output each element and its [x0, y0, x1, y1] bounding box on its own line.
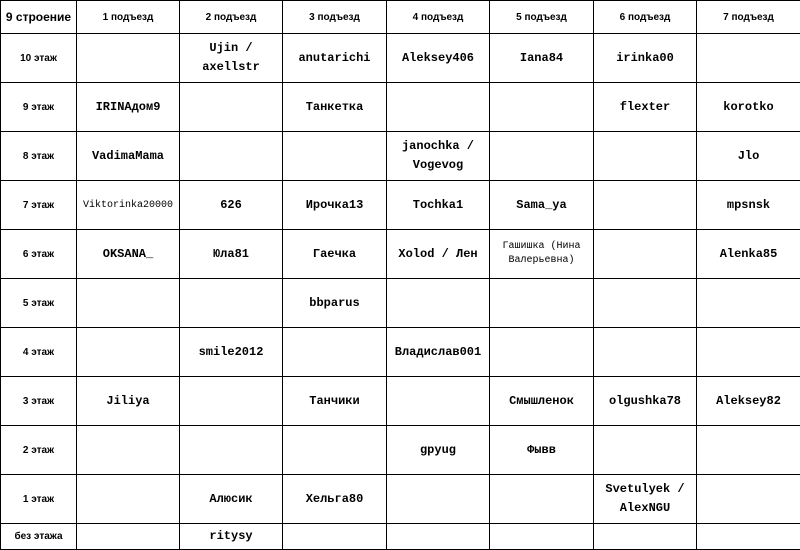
resident-cell — [594, 328, 697, 377]
table-row — [1, 34, 800, 83]
resident-cell — [283, 328, 387, 377]
floor-label: без этажа — [1, 524, 77, 550]
floor-label: 6 этаж — [1, 230, 77, 279]
floor-label: 3 этаж — [1, 377, 77, 426]
resident-cell: VadimaMama — [77, 132, 180, 181]
resident-cell: Танчики — [283, 377, 387, 426]
resident-cell — [387, 279, 490, 328]
resident-cell — [283, 132, 387, 181]
resident-cell: Sama_ya — [490, 181, 594, 230]
table-row — [1, 426, 800, 475]
resident-cell: Aleksey82 — [697, 377, 800, 426]
resident-cell — [697, 328, 800, 377]
resident-cell: bbparus — [283, 279, 387, 328]
floor-label: 5 этаж — [1, 279, 77, 328]
resident-cell: Alenka85 — [697, 230, 800, 279]
resident-cell: Tochka1 — [387, 181, 490, 230]
entrance-header: 7 подъезд — [697, 1, 800, 34]
resident-cell — [697, 524, 800, 550]
resident-cell: anutarichi — [283, 34, 387, 83]
resident-cell: Танкетка — [283, 83, 387, 132]
table-row — [1, 132, 800, 181]
resident-cell: Svetulyek / AlexNGU — [594, 475, 697, 524]
resident-cell: Xolod / Лен — [387, 230, 490, 279]
resident-cell — [77, 524, 180, 550]
resident-cell — [387, 377, 490, 426]
resident-cell: OKSANA_ — [77, 230, 180, 279]
resident-cell: Jlo — [697, 132, 800, 181]
entrance-header: 3 подъезд — [283, 1, 387, 34]
resident-cell: Iana84 — [490, 34, 594, 83]
resident-cell — [697, 279, 800, 328]
resident-cell: gpyug — [387, 426, 490, 475]
resident-cell: smile2012 — [180, 328, 283, 377]
table-row — [1, 83, 800, 132]
table-row — [1, 377, 800, 426]
table-row — [1, 230, 800, 279]
resident-cell: Ujin / axellstr — [180, 34, 283, 83]
resident-cell: olgushka78 — [594, 377, 697, 426]
resident-cell — [180, 83, 283, 132]
resident-cell — [387, 83, 490, 132]
building-label: 9 строение — [1, 1, 77, 34]
floor-label: 8 этаж — [1, 132, 77, 181]
resident-cell: Гаечка — [283, 230, 387, 279]
resident-cell — [387, 524, 490, 550]
resident-cell — [594, 132, 697, 181]
resident-cell — [490, 279, 594, 328]
resident-cell: IRINAдом9 — [77, 83, 180, 132]
resident-cell — [490, 132, 594, 181]
resident-cell — [490, 83, 594, 132]
resident-cell — [180, 279, 283, 328]
resident-cell — [180, 426, 283, 475]
resident-cell: korotko — [697, 83, 800, 132]
table-row — [1, 524, 800, 550]
entrance-header: 4 подъезд — [387, 1, 490, 34]
header-row — [1, 1, 800, 34]
resident-cell — [283, 426, 387, 475]
resident-cell — [490, 524, 594, 550]
resident-cell: Смышленок — [490, 377, 594, 426]
resident-cell: irinka00 — [594, 34, 697, 83]
resident-cell — [77, 34, 180, 83]
resident-cell — [594, 426, 697, 475]
resident-cell: janochka / Vogevog — [387, 132, 490, 181]
resident-cell — [697, 475, 800, 524]
resident-cell — [283, 524, 387, 550]
resident-cell: 626 — [180, 181, 283, 230]
resident-cell — [77, 328, 180, 377]
resident-cell: Владислав001 — [387, 328, 490, 377]
entrance-header: 2 подъезд — [180, 1, 283, 34]
resident-cell: Ирочка13 — [283, 181, 387, 230]
resident-cell: Aleksey406 — [387, 34, 490, 83]
resident-cell: flexter — [594, 83, 697, 132]
resident-cell — [594, 230, 697, 279]
resident-cell: ritysy — [180, 524, 283, 550]
table-row — [1, 328, 800, 377]
resident-cell: Viktorinka20000 — [77, 181, 180, 230]
table-row — [1, 181, 800, 230]
floor-label: 7 этаж — [1, 181, 77, 230]
entrance-header: 6 подъезд — [594, 1, 697, 34]
resident-cell — [387, 475, 490, 524]
floor-label: 4 этаж — [1, 328, 77, 377]
table-row — [1, 475, 800, 524]
resident-cell: Фывв — [490, 426, 594, 475]
resident-cell — [594, 524, 697, 550]
entrance-header: 5 подъезд — [490, 1, 594, 34]
resident-cell — [180, 132, 283, 181]
resident-cell: mpsnsk — [697, 181, 800, 230]
resident-cell: Jiliya — [77, 377, 180, 426]
resident-cell: Хельга80 — [283, 475, 387, 524]
resident-cell — [594, 181, 697, 230]
resident-cell — [490, 328, 594, 377]
resident-cell — [77, 279, 180, 328]
floor-label: 2 этаж — [1, 426, 77, 475]
resident-cell: Юла81 — [180, 230, 283, 279]
resident-cell — [77, 475, 180, 524]
resident-cell — [697, 426, 800, 475]
resident-cell: Алюсик — [180, 475, 283, 524]
resident-cell — [180, 377, 283, 426]
table-row — [1, 279, 800, 328]
entrance-header: 1 подъезд — [77, 1, 180, 34]
floor-label: 10 этаж — [1, 34, 77, 83]
resident-cell — [490, 475, 594, 524]
resident-cell — [697, 34, 800, 83]
floor-label: 1 этаж — [1, 475, 77, 524]
floor-label: 9 этаж — [1, 83, 77, 132]
resident-cell — [77, 426, 180, 475]
resident-cell: Гашишка (Нина Валерьевна) — [490, 230, 594, 279]
resident-cell — [594, 279, 697, 328]
